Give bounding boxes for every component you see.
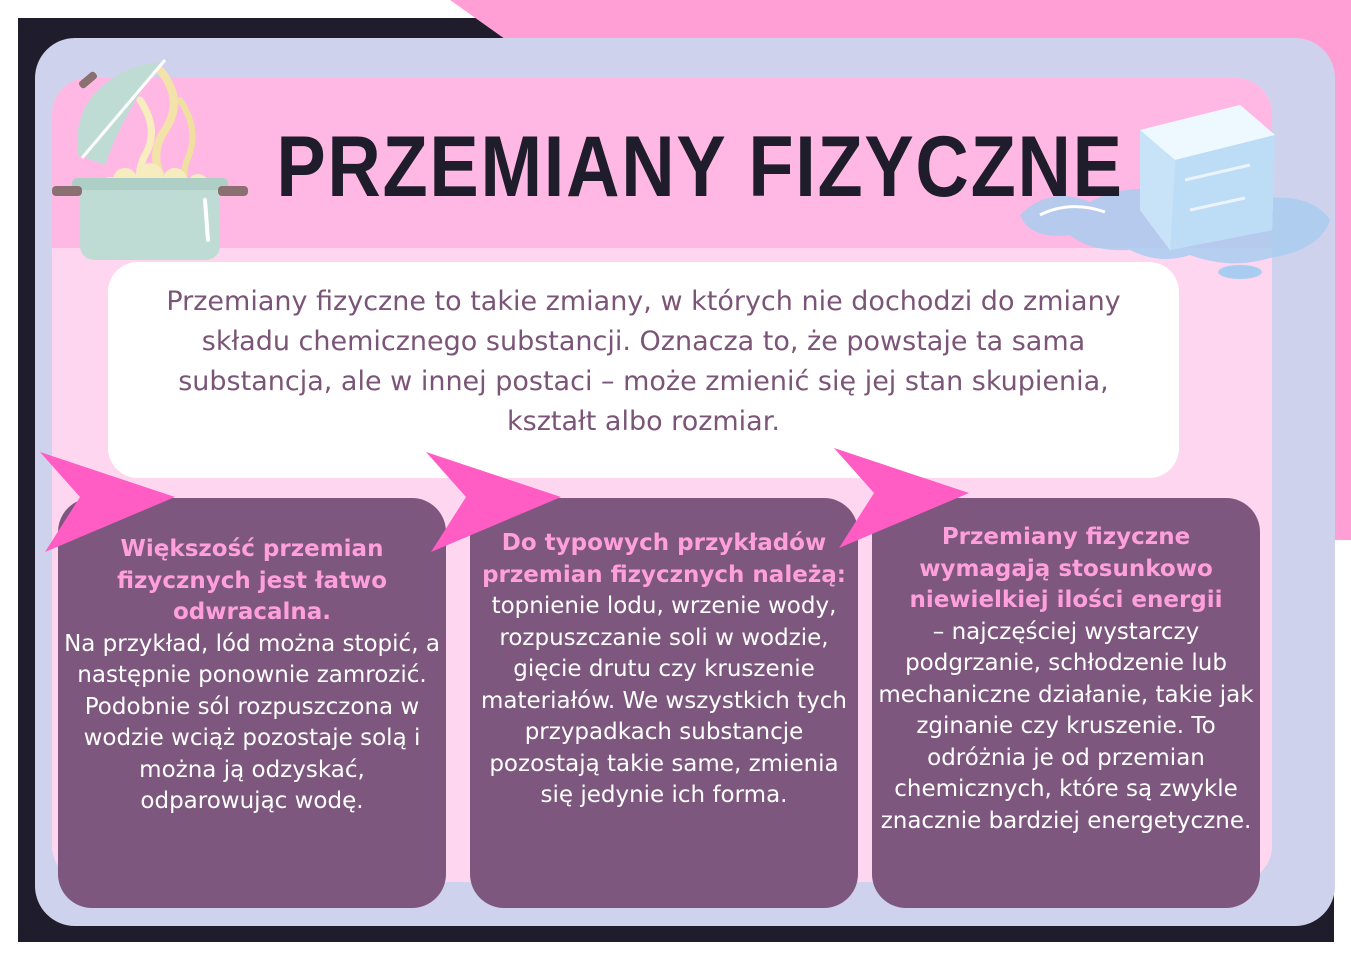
card-text	[476, 528, 852, 812]
card-body: topnienie lodu, wrzenie wody, rozpuszczanie soli w wodzie, gięcie drutu czy kruszenie materiałów. We wszystkich tych przypadkach substancje pozostają takie same, zmienia się jedynie ich forma.	[481, 593, 847, 808]
card-text	[64, 534, 440, 818]
info-card-energy	[872, 498, 1260, 908]
card-body: – najczęściej wystarczy podgrzanie, schłodzenie lub mechaniczne działanie, takie jak zginanie czy kruszenie. To odróżnia je od przemian chemicznych, które są zwykle znacznie bardziej energetyczne.	[878, 618, 1254, 834]
info-card-examples	[470, 498, 858, 908]
page-title: PRZEMIANY FIZYCZNE	[276, 119, 1124, 215]
pink-chevron-arrow-icon	[426, 452, 561, 552]
card-heading: Większość przemian fizycznych jest łatwo odwracalna.	[116, 536, 388, 625]
intro-box	[108, 262, 1179, 478]
pink-chevron-arrow-icon	[834, 448, 969, 548]
info-card-reversibility	[58, 498, 446, 908]
card-heading: Do typowych przykładów przemian fizycznych należą:	[482, 530, 846, 588]
boiling-pot-icon	[50, 40, 250, 270]
card-body: Na przykład, lód można stopić, a następnie ponownie zamrozić. Podobnie sól rozpuszczona w wodzie wciąż pozostaje solą i można ją odzyskać, odparowując wodę.	[64, 630, 440, 814]
card-heading: Przemiany fizyczne wymagają stosunkowo niewielkiej ilości energii	[909, 524, 1223, 613]
card-text	[878, 522, 1254, 837]
intro-text: Przemiany fizyczne to takie zmiany, w których nie dochodzi do zmiany składu chemicznego substancji. Oznacza to, że powstaje ta sama substancja, ale w innej postaci – może zmienić się jej stan skupienia, kształt albo rozmiar.	[166, 286, 1121, 437]
pink-chevron-arrow-icon	[40, 452, 175, 552]
